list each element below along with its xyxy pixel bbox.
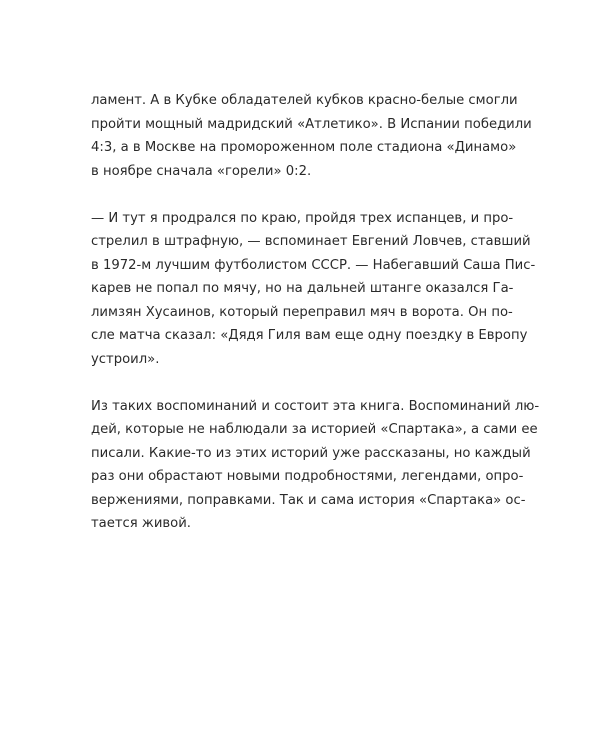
text-line: раз они обрастают новыми подробностями, легендами, опро- <box>91 469 524 484</box>
paragraph-1 <box>91 89 532 183</box>
text-line: пройти мощный мадридский «Атлетико». В Испании победили <box>91 116 532 132</box>
text-line: вержениями, поправками. Так и сама история «Спартака» ос- <box>91 492 526 508</box>
text-line: в ноябре сначала «горели» 0:2. <box>91 163 312 179</box>
text-line: писали. Какие-то из этих историй уже рассказаны, но каждый <box>91 445 531 461</box>
text-line: дей, которые не наблюдали за историей «Спартака», а сами ее <box>91 422 538 437</box>
text-line: в 1972-м лучшим футболистом СССР. — Набегавший Саша Пис- <box>91 257 536 273</box>
text-line: тается живой. <box>91 516 191 531</box>
text-line: стрелил в штрафную, — вспоминает Евгений Ловчев, ставший <box>91 234 531 249</box>
text-line: лимзян Хусаинов, который переправил мяч в ворота. Он по- <box>91 304 513 320</box>
text-line: Из таких воспоминаний и состоит эта книга. Воспоминаний лю- <box>91 398 540 414</box>
body-text <box>91 89 540 559</box>
paragraph-3 <box>91 395 540 536</box>
text-line: карев не попал по мячу, но на дальней штанге оказался Га- <box>91 281 514 296</box>
text-line: сле матча сказал: «Дядя Гиля вам еще одну поездку в Европу <box>91 328 528 343</box>
paragraph-2 <box>91 207 536 372</box>
text-line: — И тут я продрался по краю, пройдя трех испанцев, и про- <box>91 210 514 226</box>
text-line: устроил». <box>91 351 160 367</box>
text-line: 4:3, а в Москве на проморожeнном поле стадиона «Динамо» <box>91 140 517 155</box>
text-line: ламент. А в Кубке обладателей кубков красно-белые смогли <box>91 93 518 108</box>
